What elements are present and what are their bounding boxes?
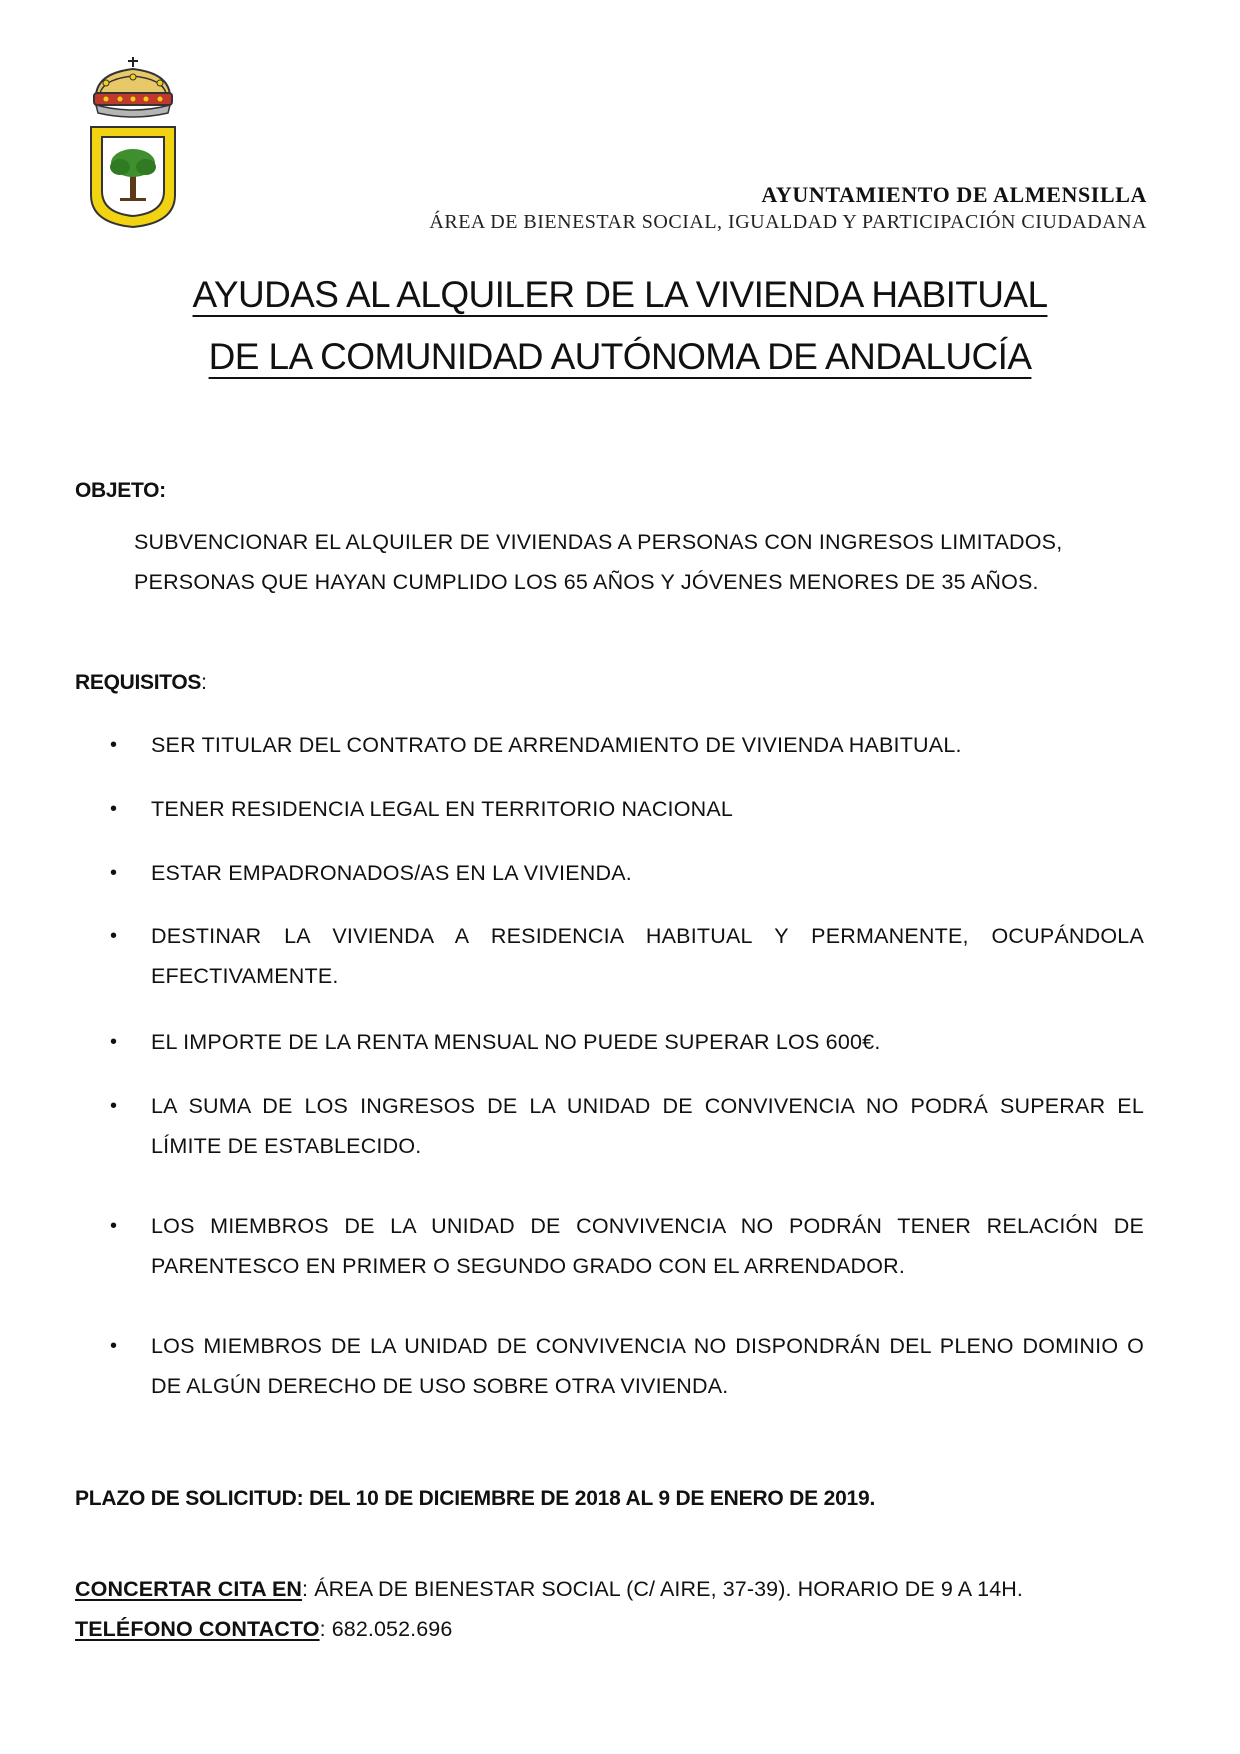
- cita-text: : ÁREA DE BIENESTAR SOCIAL (C/ AIRE, 37-39). HORARIO DE 9 A 14H.: [302, 1577, 1023, 1601]
- bullet-icon: •: [110, 1335, 118, 1357]
- telefono-info: [75, 1617, 452, 1642]
- bullet-icon: •: [110, 1095, 118, 1117]
- bullet-icon: •: [110, 862, 118, 884]
- telefono-label: TELÉFONO CONTACTO: [75, 1617, 320, 1641]
- objeto-label: OBJETO:: [75, 479, 166, 502]
- telefono-text: : 682.052.696: [319, 1617, 453, 1641]
- cita-info: [75, 1577, 1023, 1602]
- requisitos-label: REQUISITOS:: [75, 671, 207, 694]
- department-name: ÁREA DE BIENESTAR SOCIAL, IGUALDAD Y PARTICIPACIÓN CIUDADANA: [429, 211, 1147, 233]
- crown-icon: [94, 57, 172, 117]
- objeto-text: SUBVENCIONAR EL ALQUILER DE VIVIENDAS A PERSONAS CON INGRESOS LIMITADOS, PERSONAS QUE HAYAN CUMPLIDO LOS 65 AÑOS Y JÓVENES MENORES DE 35 AÑOS.: [134, 530, 1063, 594]
- cita-label: CONCERTAR CITA EN: [75, 1577, 303, 1601]
- bullet-icon: •: [110, 925, 118, 947]
- municipal-coat-of-arms-icon: [86, 55, 180, 230]
- document-header: [429, 180, 1147, 235]
- bullet-icon: •: [110, 1031, 118, 1053]
- bullet-icon: •: [110, 798, 118, 820]
- bullet-icon: •: [110, 1215, 118, 1237]
- bullet-icon: •: [110, 734, 118, 756]
- document-title-line-2: DE LA COMUNIDAD AUTÓNOMA DE ANDALUCÍA: [208, 336, 1032, 377]
- document-title-line-1: AYUDAS AL ALQUILER DE LA VIVIENDA HABITUAL: [192, 274, 1048, 315]
- organization-name: AYUNTAMIENTO DE ALMENSILLA: [761, 182, 1147, 207]
- plazo-solicitud: PLAZO DE SOLICITUD: DEL 10 DE DICIEMBRE DE 2018 AL 9 DE ENERO DE 2019.: [75, 1487, 876, 1510]
